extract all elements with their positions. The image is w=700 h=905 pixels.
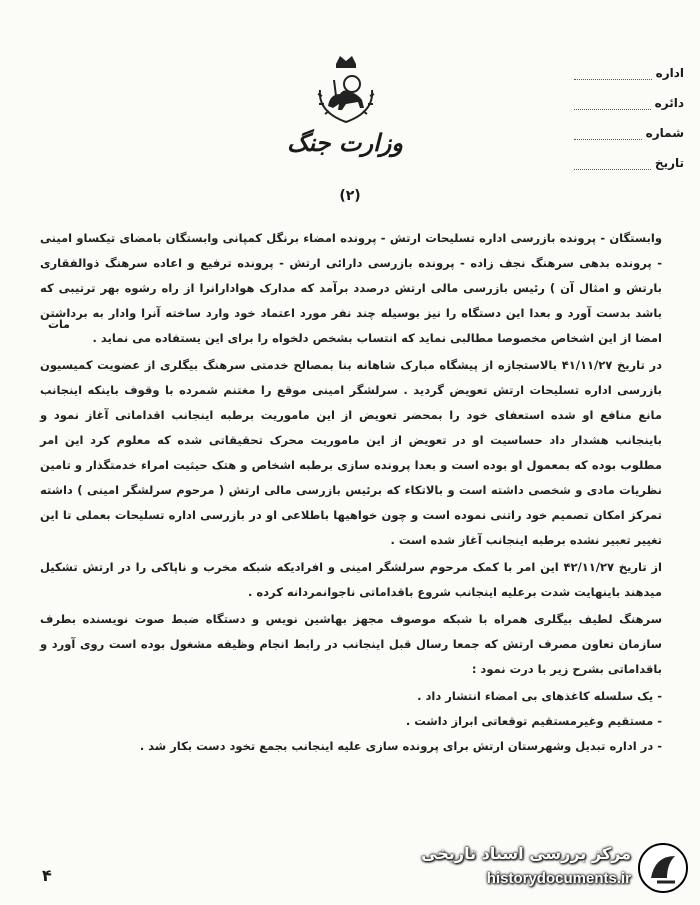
field-number bbox=[574, 118, 684, 148]
paragraph: سرهنگ لطیف بیگلری همراه با شبکه موصوف مجهز بهاشین نویس و دستگاه ضبط صوت نویسنده بطرف سازمان تعاون مصرف ارتش که جمعا رسال قبل اینجانب در رابط انجام وظیفه مشغول بوده است روی آورد و باقداماتی بشرح زیر با درت نمود : bbox=[40, 612, 662, 676]
paragraph: وابستگان - پرونده بازرسی اداره تسلیحات ارتش - پرونده امضاء برنگل کمپانی وابستگان بامضای تیکساو امینی - پرونده بدهی سرهنگ نجف زاده - پرونده بازرسی دارائی ارتش - پرونده ترفیع و اعاده سرهنگ ذوالفقاری بارتش و امثال آن ) رئیس بازرسی مالی ارتش درصدد برآمد که مدارک هوادارانرا از راه رشوه بهر ترتیبی که باشد بدست آورد و بعدا این دستگاه را نیز بوسیله چند نفر مورد اعتماد خود وارد ساخته آنرا وادار به برداشتن امضا از این اشخاص مخصوصا مطالبی نماید که انتساب بشخص دلخواه را برای این یستفاده می نماید . bbox=[40, 231, 662, 345]
action-list bbox=[40, 684, 662, 759]
watermark-url[interactable]: historydocuments.ir bbox=[486, 870, 631, 887]
paragraph: از تاریخ ۴۲/۱۱/۲۷ این امر با کمک مرحوم سرلشگر امینی و افرادیکه شبکه مخرب و ناپاکی را در ارتش تشکیل میدهند باینهایت شدت برعلیه اینجانب شروع باقداماتی ناجوانمردانه کرده . bbox=[40, 560, 662, 599]
list-item: - مستقیم وغیرمستقیم توقعاتی ابراز داشت . bbox=[405, 714, 662, 728]
field-label: دائره bbox=[654, 96, 684, 110]
field-department bbox=[574, 88, 684, 118]
lion-and-sun-emblem-icon bbox=[306, 50, 386, 130]
field-date bbox=[574, 148, 684, 178]
footer-number: ۴ bbox=[42, 866, 52, 885]
field-line bbox=[574, 127, 642, 140]
archive-logo-icon bbox=[637, 842, 689, 894]
field-label: تاریخ bbox=[654, 156, 684, 170]
field-line bbox=[574, 97, 651, 110]
field-label: شماره bbox=[645, 126, 684, 140]
ministry-title: وزارت جنگ bbox=[287, 128, 403, 157]
field-line bbox=[574, 67, 652, 80]
list-item: - در اداره تبدیل وشهرستان ارتش برای پرونده سازی علیه اینجانب بجمع تخود دست بکار شد . bbox=[139, 739, 662, 753]
watermark-title: مرکز بررسی اسناد تاریخی bbox=[421, 844, 631, 863]
field-line bbox=[574, 157, 651, 170]
field-office bbox=[574, 58, 684, 88]
list-item: - یک سلسله کاغذهای بی امضاء انتشار داد . bbox=[417, 689, 662, 703]
page-number: (۲) bbox=[339, 188, 361, 204]
watermark bbox=[415, 838, 690, 898]
paragraph: در تاریخ ۴۱/۱۱/۲۷ بالاستجازه از پیشگاه مبارک شاهانه بنا بمصالح خدمتی سرهنگ بیگلری از عضویت کمیسیون بازرسی اداره تسلیحات ارتش تعویض گردید . سرلشگر امینی موقع را مغتنم شمرده با وقوف باینکه اینجانب مانع منافع او شده استعفای خود را بمحضر تعویض از این ماموریت برطبه اینجانب اقداماتی آغاز نمود و باینجانب هشدار داد حساسیت او در تعویض از این ماموریت محرک تحقیقاتی شده که معلوم کرد این امر مطلوب بوده که بمعمول او بوده است و بعدا پرونده سازی برطبه اشخاص و هتک حیثیت امراء خدمتگذار و تامین نظریات مادی و شخصی داشته است و بالاتکاء که برئیس بازرسی مالی ارتش ( مرحوم سرلشگر امینی ) داشته تمرکز امکان تصمیم خود راتنی نموده است و چون خواهیها باطلاعی او در بازرسی اداره تسلیحات بعملی تا این تغییر تعبیر نشده برطبه اینجانب آغاز شده است . bbox=[40, 358, 662, 547]
margin-note: مات bbox=[48, 318, 70, 331]
header-fields bbox=[574, 58, 684, 178]
field-label: اداره bbox=[655, 66, 684, 80]
letter-body bbox=[40, 226, 662, 759]
